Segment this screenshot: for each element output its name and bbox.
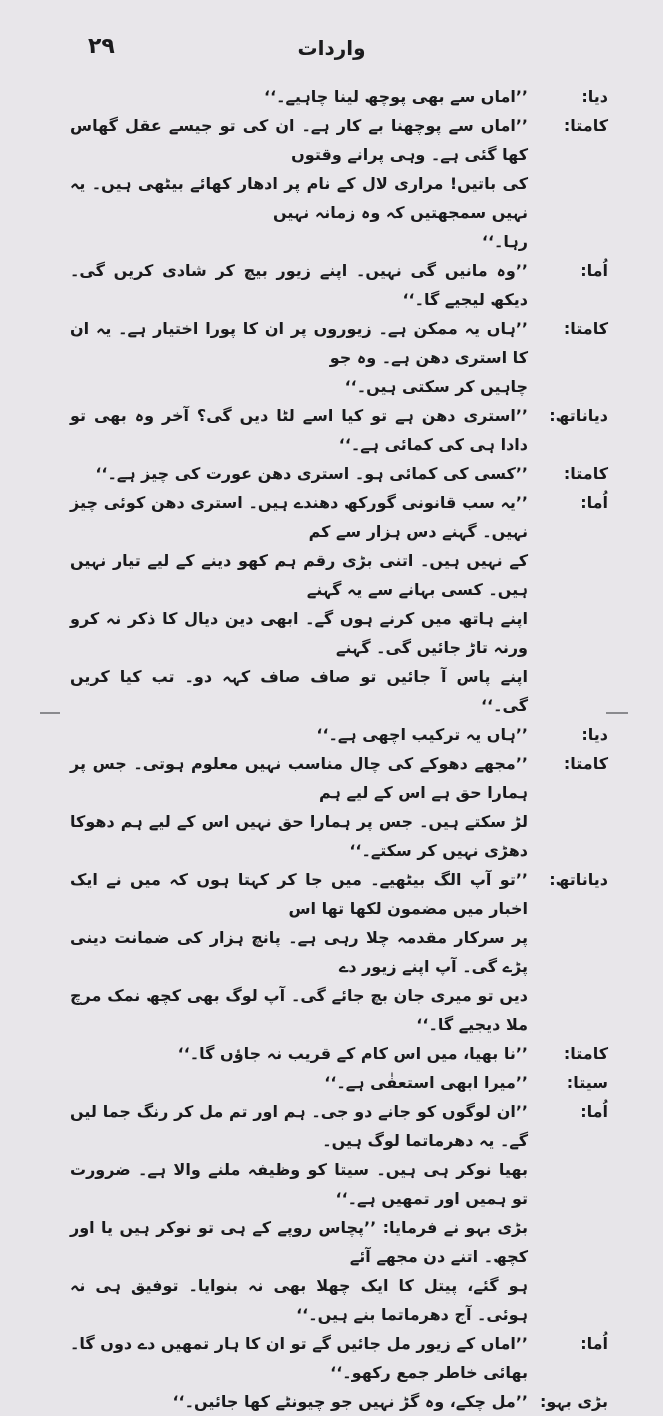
text-line: پر سرکار مقدمہ چلا رہی ہے۔ پانچ ہزار کی ضمانت دینی پڑے گی۔ آپ اپنے زیور دے — [70, 928, 528, 976]
speech-text — [70, 314, 528, 401]
speech-text — [70, 1097, 528, 1213]
speech-text — [70, 459, 528, 488]
dialogue-entry — [70, 314, 608, 401]
text-line: چاہیں کر سکتی ہیں۔‘‘ — [344, 377, 528, 396]
text-line: ’’میرا ابھی استعفٰی ہے۔‘‘ — [324, 1073, 528, 1092]
speech-text — [70, 720, 528, 749]
speaker-label: کامتا: — [563, 1044, 608, 1063]
dialogue-entry — [70, 1387, 608, 1416]
text-line: دیں تو میری جان بچ جائے گی۔ آپ لوگ بھی کچھ نمک مرچ ملا دیجیے گا۔‘‘ — [70, 986, 528, 1034]
text-line: ’’تو آپ الگ بیٹھیے۔ میں جا کر کہتا ہوں کہ میں نے ایک اخبار میں مضمون لکھا تھا اس — [70, 870, 528, 918]
speaker-label: اُما: — [580, 1102, 608, 1121]
speaker-label: دیا: — [581, 725, 608, 744]
speaker-label: دیاناتھ: — [549, 406, 608, 425]
speech-text — [70, 1329, 528, 1387]
text-line: اپنے پاس آ جائیں تو صاف صاف کہہ دو۔ تب کیا کریں گی۔‘‘ — [70, 667, 528, 715]
speech-text — [70, 1387, 528, 1416]
speech-text — [70, 82, 528, 111]
speech-text — [70, 865, 528, 1039]
speech-text — [70, 401, 528, 459]
text-line: ’’یہ سب قانونی گورکھ دھندے ہیں۔ استری دھن کوئی چیز نہیں۔ گہنے دس ہزار سے کم — [70, 493, 528, 541]
text-line: اپنے ہاتھ میں کرنے ہوں گے۔ ابھی دین دیال کا ذکر نہ کرو ورنہ تاڑ جائیں گی۔ گہنے — [70, 609, 528, 657]
dialogue-entry — [70, 1097, 608, 1213]
dialogue-entry — [70, 111, 608, 256]
text-line: ’’ان لوگوں کو جانے دو جی۔ ہم اور تم مل کر رنگ جما لیں گے۔ یہ دھرماتما لوگ ہیں۔ — [70, 1102, 528, 1150]
text-line: لڑ سکتے ہیں۔ جس پر ہمارا حق نہیں اس کے لیے ہم دھوکا دھڑی نہیں کر سکتے۔‘‘ — [70, 812, 528, 860]
text-line: بھیا نوکر ہی ہیں۔ سیتا کو وظیفہ ملنے والا ہے۔ ضرورت تو ہمیں اور تمھیں ہے۔‘‘ — [70, 1160, 528, 1208]
speaker-label: بڑی بہو: — [539, 1392, 608, 1411]
dialogue-entry — [70, 749, 608, 865]
speech-text — [70, 749, 528, 865]
speaker-label: اُما: — [580, 1334, 608, 1353]
speaker-label: کامتا: — [563, 319, 608, 338]
text-line: ’’مجھے دھوکے کی چال مناسب نہیں معلوم ہوتی۔ جس پر ہمارا حق ہے اس کے لیے ہم — [70, 754, 528, 802]
speaker-label: اُما: — [580, 261, 608, 280]
text-line: ہو گئے، پیتل کا ایک چھلا بھی نہ بنوایا۔ توفیق ہی نہ ہوئی۔ آج دھرماتما بنے ہیں۔‘‘ — [70, 1276, 528, 1324]
text-line: ’’ہاں یہ ترکیب اچھی ہے۔‘‘ — [316, 725, 528, 744]
text-line: ’’اماں کے زیور مل جائیں گے تو ان کا ہار تمھیں دے دوں گا۔ بھائی خاطر جمع رکھو۔‘‘ — [70, 1334, 528, 1382]
dialogue-entry — [70, 488, 608, 720]
text-line: ’’مل چکے، وہ گڑ نہیں جو چیونٹے کھا جائیں۔‘‘ — [172, 1392, 528, 1411]
speaker-label: کامتا: — [563, 464, 608, 483]
speaker-label: سیتا: — [566, 1073, 608, 1092]
text-line: ’’اماں سے بھی پوچھ لینا چاہیے۔‘‘ — [263, 87, 528, 106]
text-line: کے نہیں ہیں۔ اتنی بڑی رقم ہم کھو دینے کے لیے تیار نہیں ہیں۔ کسی بہانے سے یہ گہنے — [70, 551, 528, 599]
speech-text — [70, 1213, 528, 1329]
speaker-label: دیا: — [581, 87, 608, 106]
dialogue-entry — [70, 82, 608, 111]
text-line: کی باتیں! مراری لال کے نام پر ادھار کھائے بیٹھی ہیں۔ یہ نہیں سمجھتیں کہ وہ زمانہ نہیں — [70, 174, 528, 222]
text-line: ’’نا بھیا، میں اس کام کے قریب نہ جاؤں گا۔‘‘ — [177, 1044, 528, 1063]
running-title: واردات — [297, 36, 366, 60]
speaker-label: اُما: — [580, 493, 608, 512]
speaker-label: دیاناتھ: — [549, 870, 608, 889]
speaker-label — [528, 1213, 608, 1329]
dialogue-entry — [70, 459, 608, 488]
speaker-label: کامتا: — [563, 116, 608, 135]
page-header — [0, 34, 663, 74]
dialogue-entry — [70, 1329, 608, 1387]
text-line: ’’وہ مانیں گی نہیں۔ اپنے زیور بیچ کر شادی کریں گی۔ دیکھ لیجیے گا۔‘‘ — [70, 261, 528, 309]
speech-text — [70, 111, 528, 256]
speech-text — [70, 1039, 528, 1068]
dialogue-entry — [70, 1213, 608, 1329]
text-line: ’’ہاں یہ ممکن ہے۔ زیوروں پر ان کا پورا اختیار ہے۔ یہ ان کا استری دھن ہے۔ وہ جو — [70, 319, 528, 367]
margin-mark — [40, 712, 60, 714]
text-line: رہا۔‘‘ — [481, 232, 528, 251]
text-line: ’’اماں سے پوچھنا بے کار ہے۔ ان کی تو جیسے عقل گھاس کھا گئی ہے۔ وہی پرانے وقتوں — [70, 116, 528, 164]
dialogue-entry — [70, 720, 608, 749]
speaker-label: کامتا: — [563, 754, 608, 773]
text-line: بڑی بہو نے فرمایا: ’’پچاس روپے کے ہی تو نوکر ہیں یا اور کچھ۔ اتنے دن مجھے آئے — [70, 1218, 528, 1266]
dialogue-entry — [70, 1068, 608, 1097]
dialogue-body — [70, 82, 608, 1416]
page-number: ۲۹ — [88, 34, 115, 59]
text-line: ’’کسی کی کمائی ہو۔ استری دھن عورت کی چیز ہے۔‘‘ — [95, 464, 528, 483]
speech-text — [70, 256, 528, 314]
speech-text — [70, 1068, 528, 1097]
dialogue-entry — [70, 256, 608, 314]
margin-mark — [606, 712, 628, 714]
text-line: ’’استری دھن ہے تو کیا اسے لٹا دیں گی؟ آخر وہ بھی تو دادا ہی کی کمائی ہے۔‘‘ — [70, 406, 528, 454]
dialogue-entry — [70, 865, 608, 1039]
dialogue-entry — [70, 401, 608, 459]
speech-text — [70, 488, 528, 720]
dialogue-entry — [70, 1039, 608, 1068]
